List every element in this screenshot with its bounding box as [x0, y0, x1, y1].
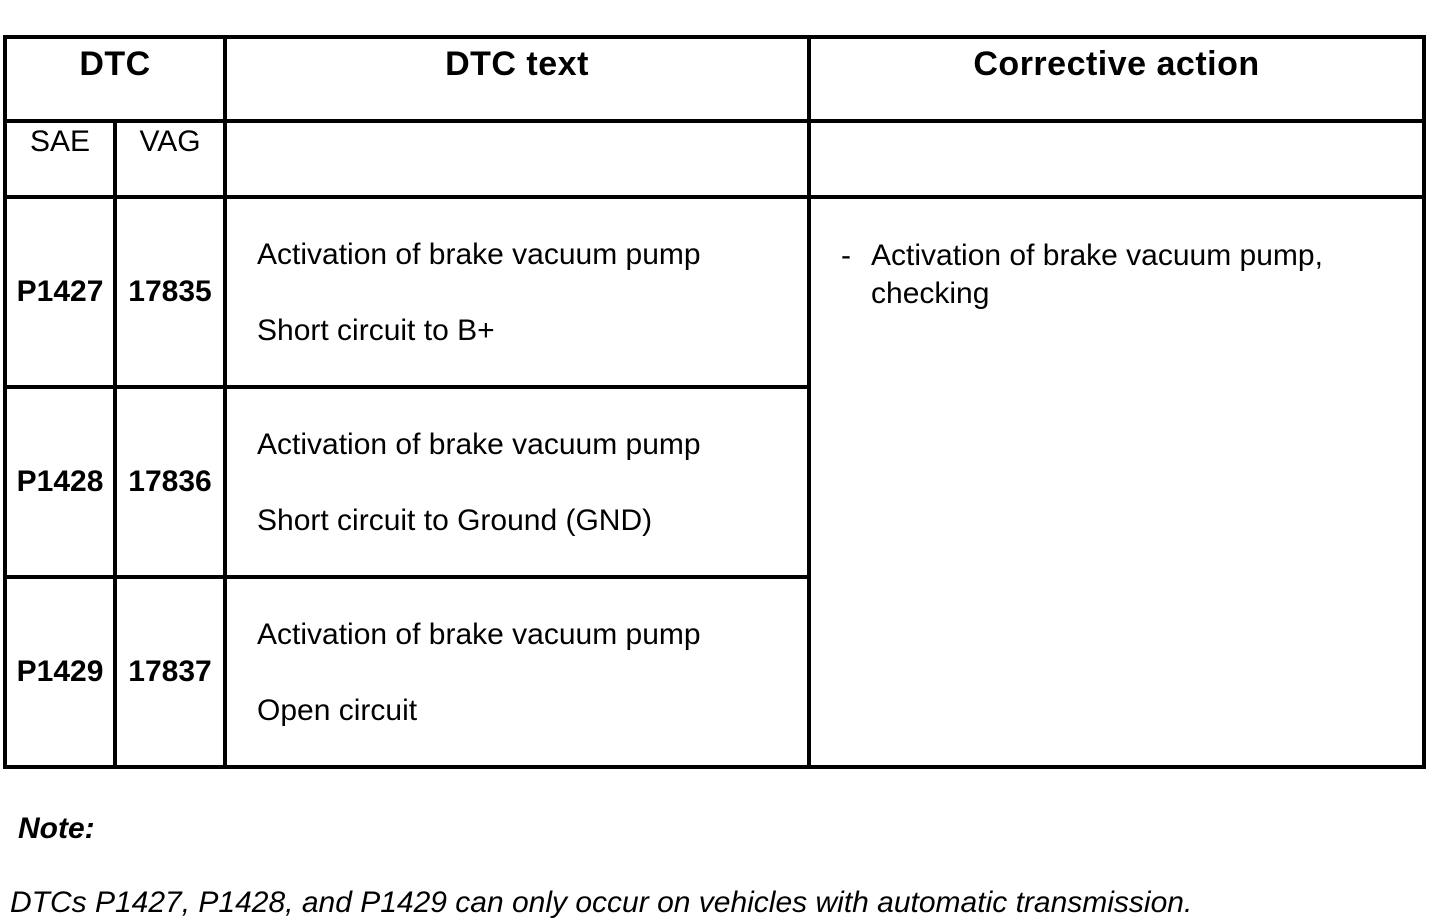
header-row — [5, 37, 1424, 121]
vag-code: 17835 — [115, 197, 225, 387]
dtc-text-line2: Short circuit to B+ — [257, 314, 495, 347]
dtc-text-line1: Activation of brake vacuum pump — [257, 238, 701, 271]
note-text: DTCs P1427, P1428, and P1429 can only occur on vehicles with automatic transmission. — [10, 886, 1193, 919]
corrective-action-item — [841, 237, 1361, 313]
subheader-sae: SAE — [5, 121, 115, 197]
header-corrective-action: Corrective action — [809, 37, 1424, 121]
subheader-vag: VAG — [115, 121, 225, 197]
vag-code: 17836 — [115, 387, 225, 577]
subheader-row — [5, 121, 1424, 197]
dtc-text-line2: Open circuit — [257, 694, 418, 727]
note-label: Note: — [18, 812, 95, 845]
vag-code: 17837 — [115, 577, 225, 767]
dtc-text-line1: Activation of brake vacuum pump — [257, 618, 701, 651]
dtc-table — [3, 35, 1426, 769]
corrective-action-text: Activation of brake vacuum pump, checking — [871, 239, 1323, 310]
header-dtc: DTC — [5, 37, 225, 121]
dtc-text-line1: Activation of brake vacuum pump — [257, 428, 701, 461]
dtc-text-cell — [225, 577, 809, 767]
sae-code: P1429 — [5, 577, 115, 767]
table-row — [5, 197, 1424, 387]
sae-code: P1427 — [5, 197, 115, 387]
sae-code: P1428 — [5, 387, 115, 577]
dash-bullet: - — [841, 239, 852, 272]
subheader-empty-action — [809, 121, 1424, 197]
header-dtc-text: DTC text — [225, 37, 809, 121]
dtc-text-line2: Short circuit to Ground (GND) — [257, 504, 653, 537]
corrective-action-cell — [809, 197, 1424, 767]
dtc-text-cell — [225, 387, 809, 577]
dtc-text-cell — [225, 197, 809, 387]
subheader-empty-text — [225, 121, 809, 197]
